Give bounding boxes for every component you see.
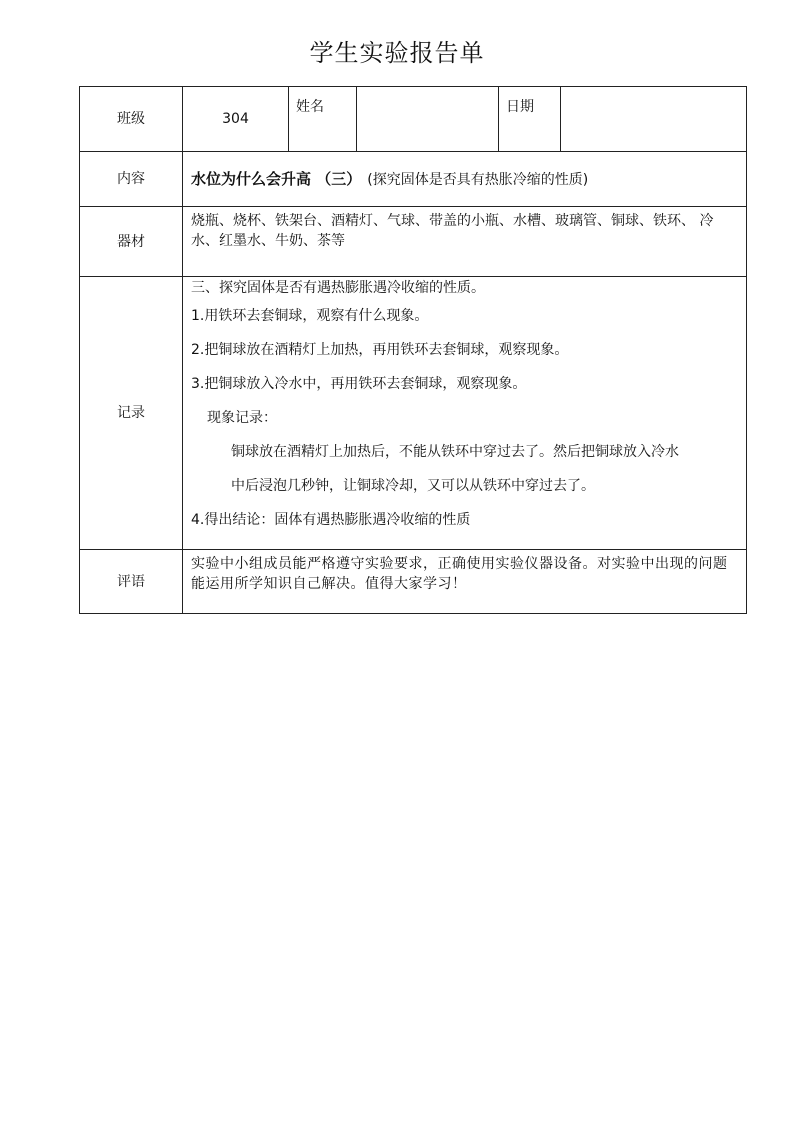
record-intro: 三、探究固体是否有遇热膨胀遇冷收缩的性质。 xyxy=(191,280,485,296)
comment-text[interactable]: 实验中小组成员能严格遵守实验要求，正确使用实验仪器设备。对实验中出现的问题能运用所学知识自己解决。值得大家学习！ xyxy=(183,550,747,614)
content-subtitle: (探究固体是否具有热胀冷缩的性质) xyxy=(367,171,589,188)
record-conclusion: 4.得出结论：固体有遇热膨胀遇冷收缩的性质 xyxy=(191,512,471,528)
record-row xyxy=(80,277,747,550)
content-cell[interactable] xyxy=(183,152,747,207)
record-label: 记录 xyxy=(80,277,183,550)
record-cell[interactable] xyxy=(183,277,747,550)
record-step-3: 3.把铜球放入冷水中，再用铁环去套铜球，观察现象。 xyxy=(191,376,527,392)
equipment-label: 器材 xyxy=(80,207,183,277)
name-value[interactable] xyxy=(357,87,499,152)
equipment-text[interactable]: 烧瓶、烧杯、铁架台、酒精灯、气球、带盖的小瓶、水槽、玻璃管、铜球、铁环、 冷水、红墨水、牛奶、茶等 xyxy=(183,207,747,277)
observation-label: 现象记录： xyxy=(207,410,277,426)
comment-row xyxy=(80,550,747,614)
content-label: 内容 xyxy=(80,152,183,207)
record-step-2: 2.把铜球放在酒精灯上加热，再用铁环去套铜球，观察现象。 xyxy=(191,342,569,358)
equipment-row xyxy=(80,207,747,277)
content-row xyxy=(80,152,747,207)
date-value[interactable] xyxy=(561,87,747,152)
date-label: 日期 xyxy=(499,87,561,152)
header-row xyxy=(80,87,747,152)
content-title: 水位为什么会升高 （三） xyxy=(191,169,362,188)
observation-line-2: 中后浸泡几秒钟，让铜球冷却，又可以从铁环中穿过去了。 xyxy=(231,478,595,494)
comment-label: 评语 xyxy=(80,550,183,614)
class-value[interactable]: 304 xyxy=(183,87,289,152)
observation-line-1: 铜球放在酒精灯上加热后，不能从铁环中穿过去了。然后把铜球放入冷水 xyxy=(231,444,679,460)
page-title: 学生实验报告单 xyxy=(309,39,485,67)
class-label: 班级 xyxy=(80,87,183,152)
report-table xyxy=(79,86,747,614)
name-label: 姓名 xyxy=(289,87,357,152)
record-step-1: 1.用铁环去套铜球，观察有什么现象。 xyxy=(191,308,429,324)
